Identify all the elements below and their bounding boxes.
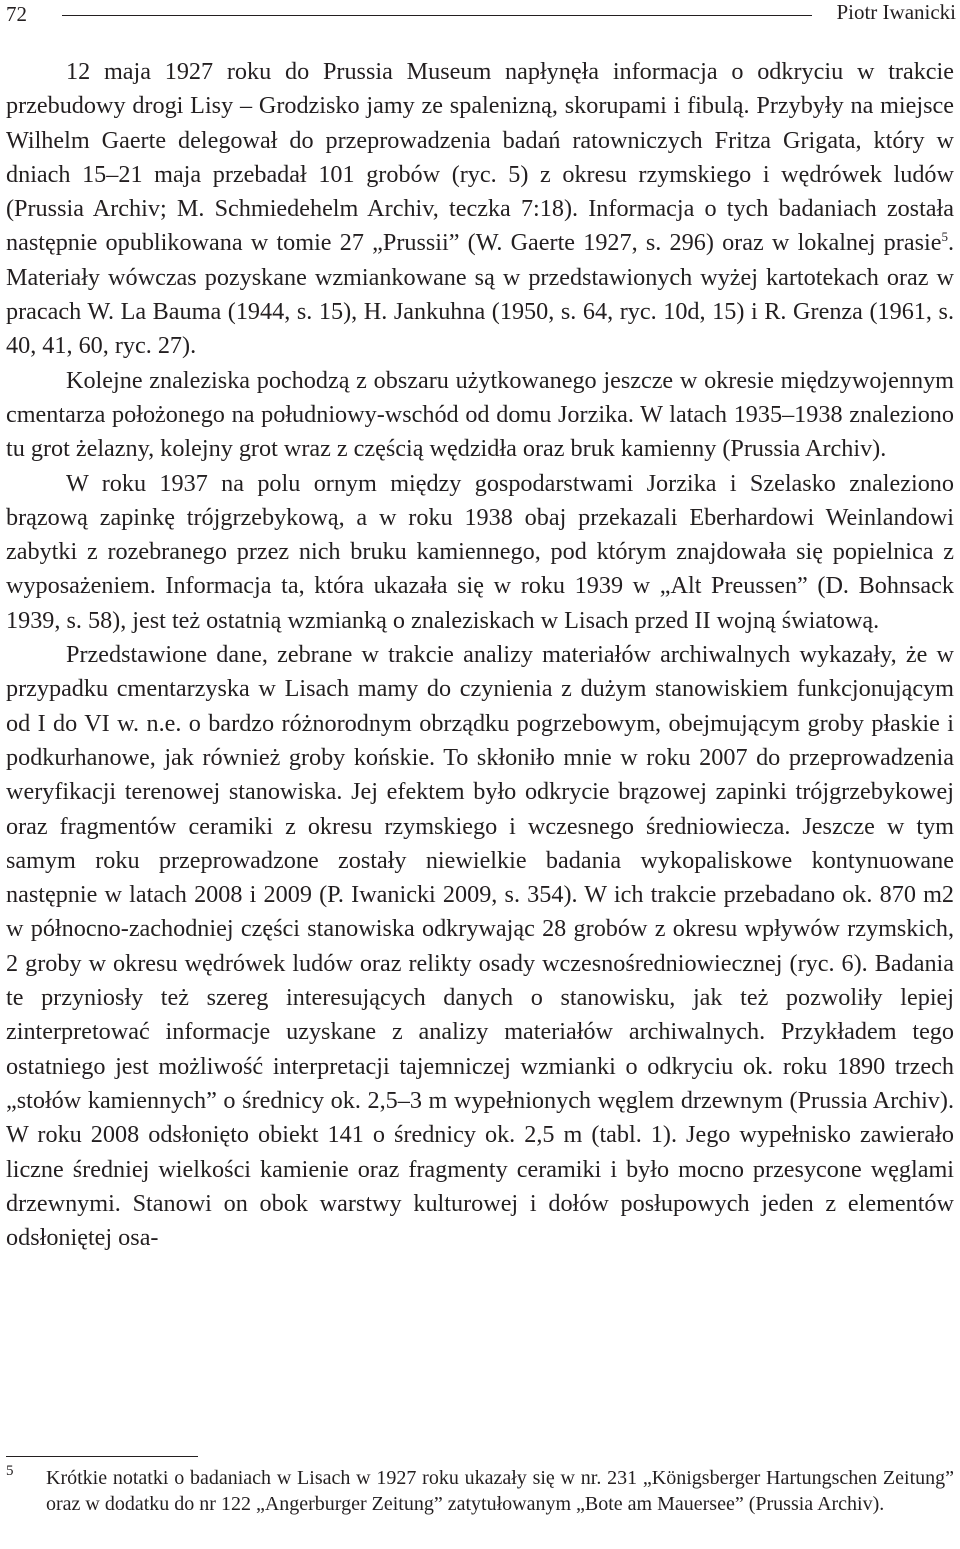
paragraph: Kolejne znaleziska pochodzą z obszaru użytkowanego jeszcze w okresie międzywojennym cmentarza położonego na południowy-wschód od domu Jorzika. W latach 1935–1938 znaleziono tu grot żelazny, kolejny grot wraz z częścią wędzidła oraz bruk kamienny (Prussia Archiv). — [6, 366, 954, 463]
paragraph — [6, 55, 954, 364]
footnote — [6, 1463, 954, 1517]
page-header — [0, 0, 960, 30]
footnote-rule — [6, 1456, 198, 1457]
paragraph-text: 12 maja 1927 roku do Prussia Museum napłynęła informacja o odkryciu w trakcie przebudowy drogi Lisy – Grodzisko jamy ze spalenizną, skorupami i fibulą. Przybyły na miejsce Wilhelm Gaerte delegował do przeprowadzenia badań ratowniczych Fritza Grigata, który w dniach 15–21 maja przebadał 101 grobów (ryc. 5) z okresu rzymskiego i wędrówek ludów (Prussia Archiv; M. Schmiedehelm Archiv, teczka 7:18). Informacja o tych badaniach została następnie opublikowana w tomie 27 „Prussii” (W. Gaerte 1927, s. 296) oraz w lokalnej prasie — [6, 58, 954, 257]
footnote-text: Krótkie notatki o badaniach w Lisach w 1927 roku ukazały się w nr. 231 „Königsberger Hartungschen Zeitung” oraz w dodatku do nr 122 „Angerburger Zeitung” zatytułowanym „Bote am Mauersee” (Prussia Archiv). — [46, 1467, 954, 1515]
page-number: 72 — [6, 2, 27, 26]
body-text — [6, 55, 954, 1255]
paragraph-text-continued: . Materiały wówczas pozyskane wzmiankowane są w przedstawionych wyżej kartotekach oraz w pracach W. La Bauma (1944, s. 15), H. Jankuhna (1950, s. 64, ryc. 10d, 15) i R. Grenza (1961, s. 40, 41, 60, ryc. 27). — [6, 229, 954, 360]
header-rule — [62, 15, 812, 16]
paragraph: Przedstawione dane, zebrane w trakcie analizy materiałów archiwalnych wykazały, że w przypadku cmentarzyska w Lisach mamy do czynienia z dużym stanowiskiem funkcjonującym od I do VI w. n.e. o bardzo różnorodnym obrządku pogrzebowym, obejmującym groby płaskie i podkurhanowe, jak również groby końskie. To skłoniło mnie w roku 2007 do przeprowadzenia weryfikacji terenowej stanowiska. Jej efektem było odkrycie brązowej zapinki trójgrzebykowej oraz fragmentów ceramiki z okresu rzymskiego i wczesnego średniowiecza. Jeszcze w tym samym roku przeprowadzone zostały niewielkie badania wykopaliskowe kontynuowane następnie w latach 2008 i 2009 (P. Iwanicki 2009, s. 354). W ich trakcie przebadano ok. 870 m2 w północno-zachodniej części stanowiska odkrywając 28 grobów z okresu wpływów rzymskich, 2 groby w okresu wędrówek ludów oraz relikty osady wczesnośredniowiecznej (ryc. 6). Badania te przyniosły też szereg interesujących danych o stanowisku, jak też pozwoliły lepiej zinterpretować informacje uzyskane z analizy materiałów archiwalnych. Przykładem tego ostatniego jest możliwość interpretacji tajemniczej wzmianki o odkryciu ok. roku 1890 trzech „stołów kamiennych” o średnicy ok. 2,5–3 m wypełnionych węglem drzewnym (Prussia Archiv). W roku 2008 odsłonięto obiekt 141 o średnicy ok. 2,5 m (tabl. 1). Jego wypełnisko zawierało liczne średniej wielkości kamienie oraz fragmenty ceramiki i było mocno przesycone węglami drzewnymi. Stanowi on obok warstwy kulturowej i dołów posłupowych jeden z elementów odsłoniętej osa- — [6, 641, 954, 1252]
footnote-reference[interactable]: 5 — [941, 229, 948, 245]
footnote-number: 5 — [6, 1463, 14, 1479]
running-head-author: Piotr Iwanicki — [836, 0, 956, 24]
paragraph: W roku 1937 na polu ornym między gospodarstwami Jorzika i Szelasko znaleziono brązową zapinkę trójgrzebykową, a w roku 1938 obaj przekazali Eberhardowi Weinlandowi zabytki z rozebranego przez nich bruku kamiennego, pod którym znajdowała się popielnica z wyposażeniem. Informacja ta, która ukazała się w roku 1939 w „Alt Preussen” (D. Bohnsack 1939, s. 58), jest też ostatnią wzmianką o znaleziskach w Lisach przed II wojną światową. — [6, 469, 954, 634]
